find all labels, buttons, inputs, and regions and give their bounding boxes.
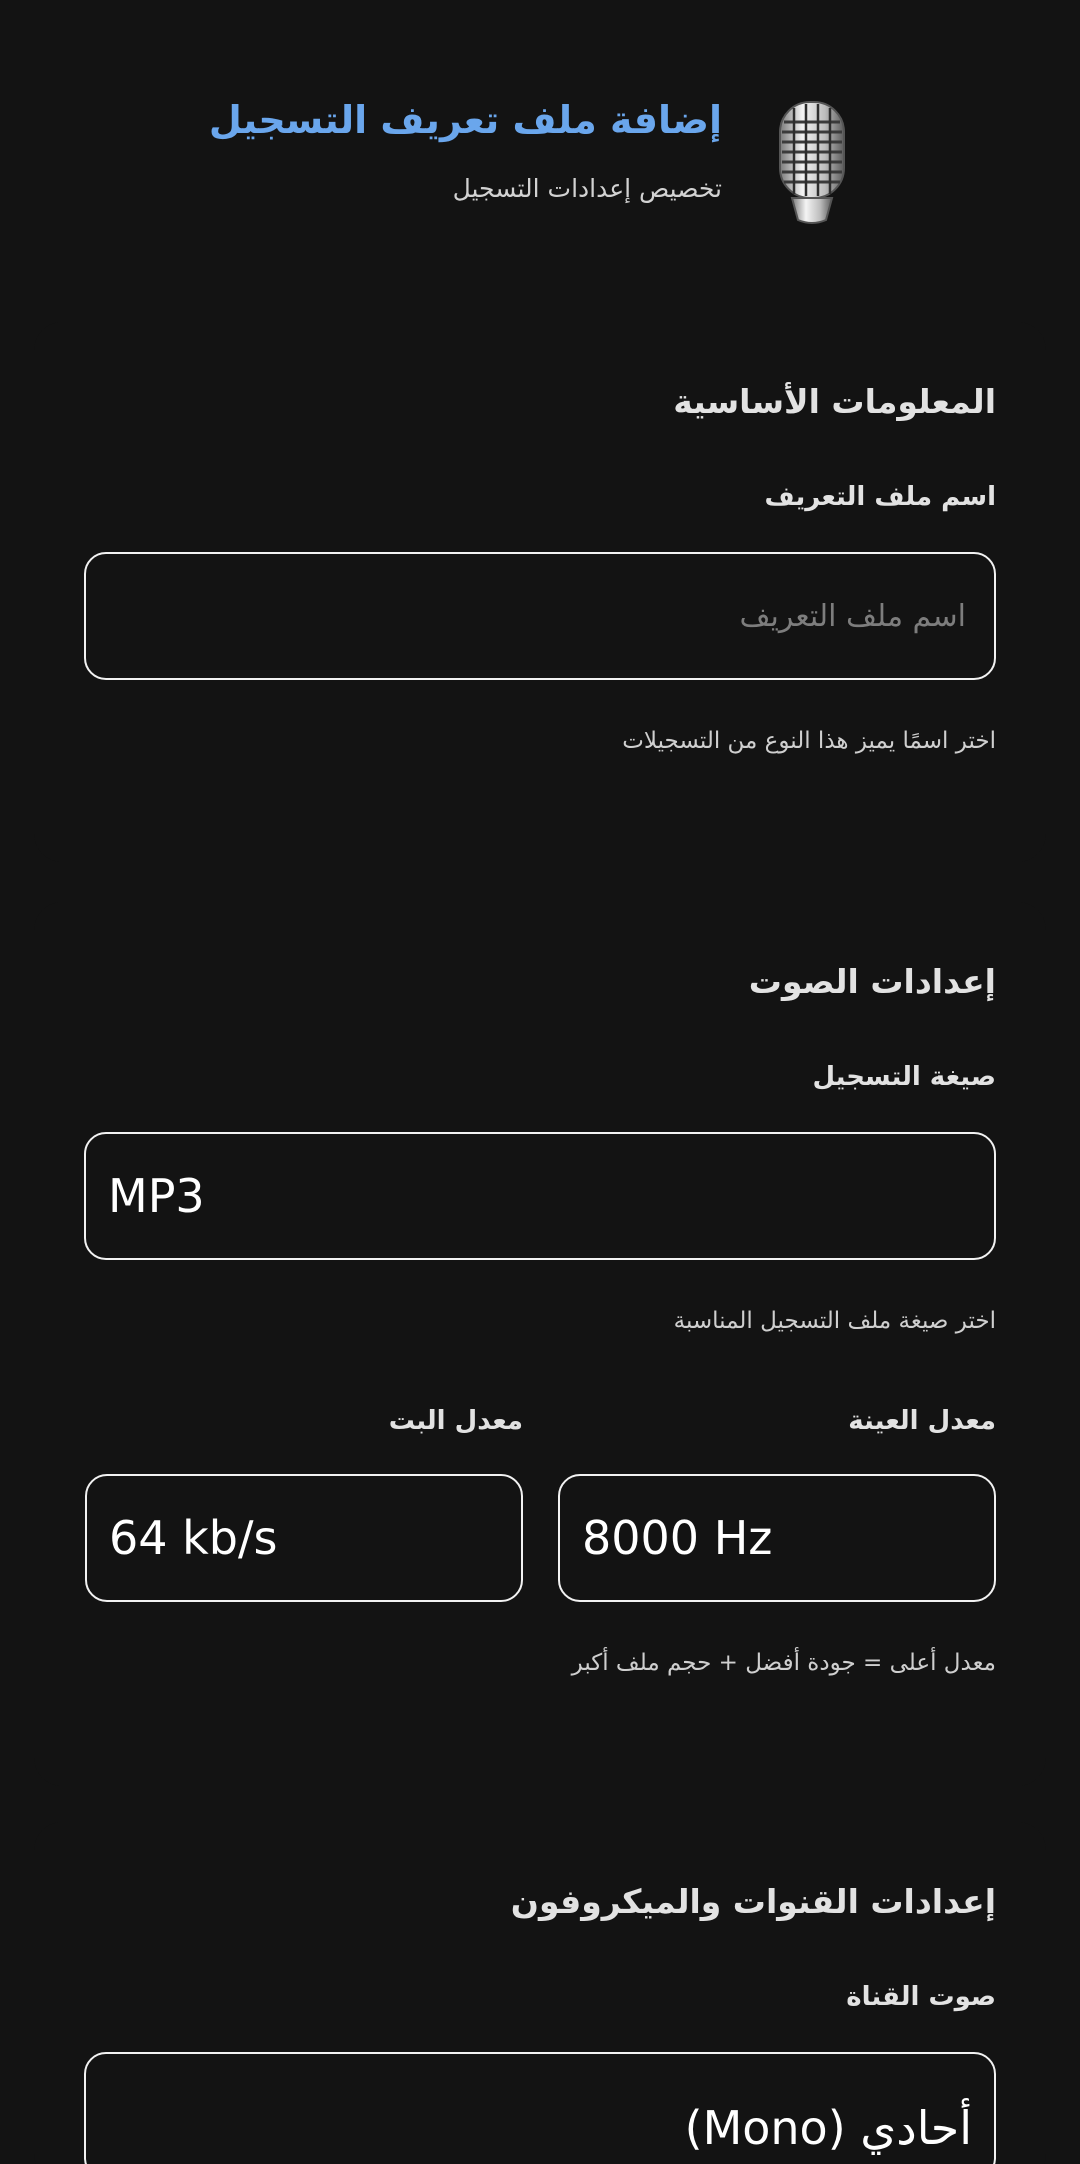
- page-title: إضافة ملف تعريف التسجيل: [208, 98, 722, 142]
- audio-settings-title: إعدادات الصوت: [748, 962, 996, 1001]
- format-select[interactable]: [84, 1132, 996, 1260]
- bit-rate-value: 64 kb/s: [109, 1511, 278, 1565]
- channel-value: أحادي (Mono): [684, 2101, 972, 2156]
- sample-rate-value: 8000 Hz: [582, 1511, 773, 1565]
- microphone-icon: [766, 98, 858, 230]
- rates-helper: معدل أعلى = جودة أفضل + حجم ملف أكبر: [571, 1650, 996, 1676]
- basic-info-card: [34, 322, 1046, 862]
- profile-name-label: اسم ملف التعريف: [764, 482, 996, 512]
- sample-rate-select[interactable]: [558, 1474, 996, 1602]
- channel-settings-title: إعدادات القنوات والميكروفون: [510, 1882, 996, 1921]
- format-helper: اختر صيغة ملف التسجيل المناسبة: [673, 1308, 996, 1334]
- channel-settings-card: [34, 1822, 1046, 2164]
- format-label: صيغة التسجيل: [812, 1062, 996, 1092]
- profile-name-input[interactable]: [86, 554, 994, 678]
- page-subtitle: تخصيص إعدادات التسجيل: [452, 174, 722, 203]
- bit-rate-select[interactable]: [85, 1474, 523, 1602]
- bit-rate-label: معدل البت: [388, 1406, 523, 1436]
- sample-rate-label: معدل العينة: [848, 1406, 996, 1436]
- profile-name-field[interactable]: [84, 552, 996, 680]
- page-header: [0, 90, 1080, 240]
- channel-select[interactable]: [84, 2052, 996, 2164]
- format-value: MP3: [108, 1169, 205, 1223]
- profile-name-helper: اختر اسمًا يميز هذا النوع من التسجيلات: [622, 728, 996, 754]
- audio-settings-card: [34, 902, 1046, 1786]
- basic-info-title: المعلومات الأساسية: [673, 382, 996, 421]
- channel-label: صوت القناة: [846, 1982, 996, 2012]
